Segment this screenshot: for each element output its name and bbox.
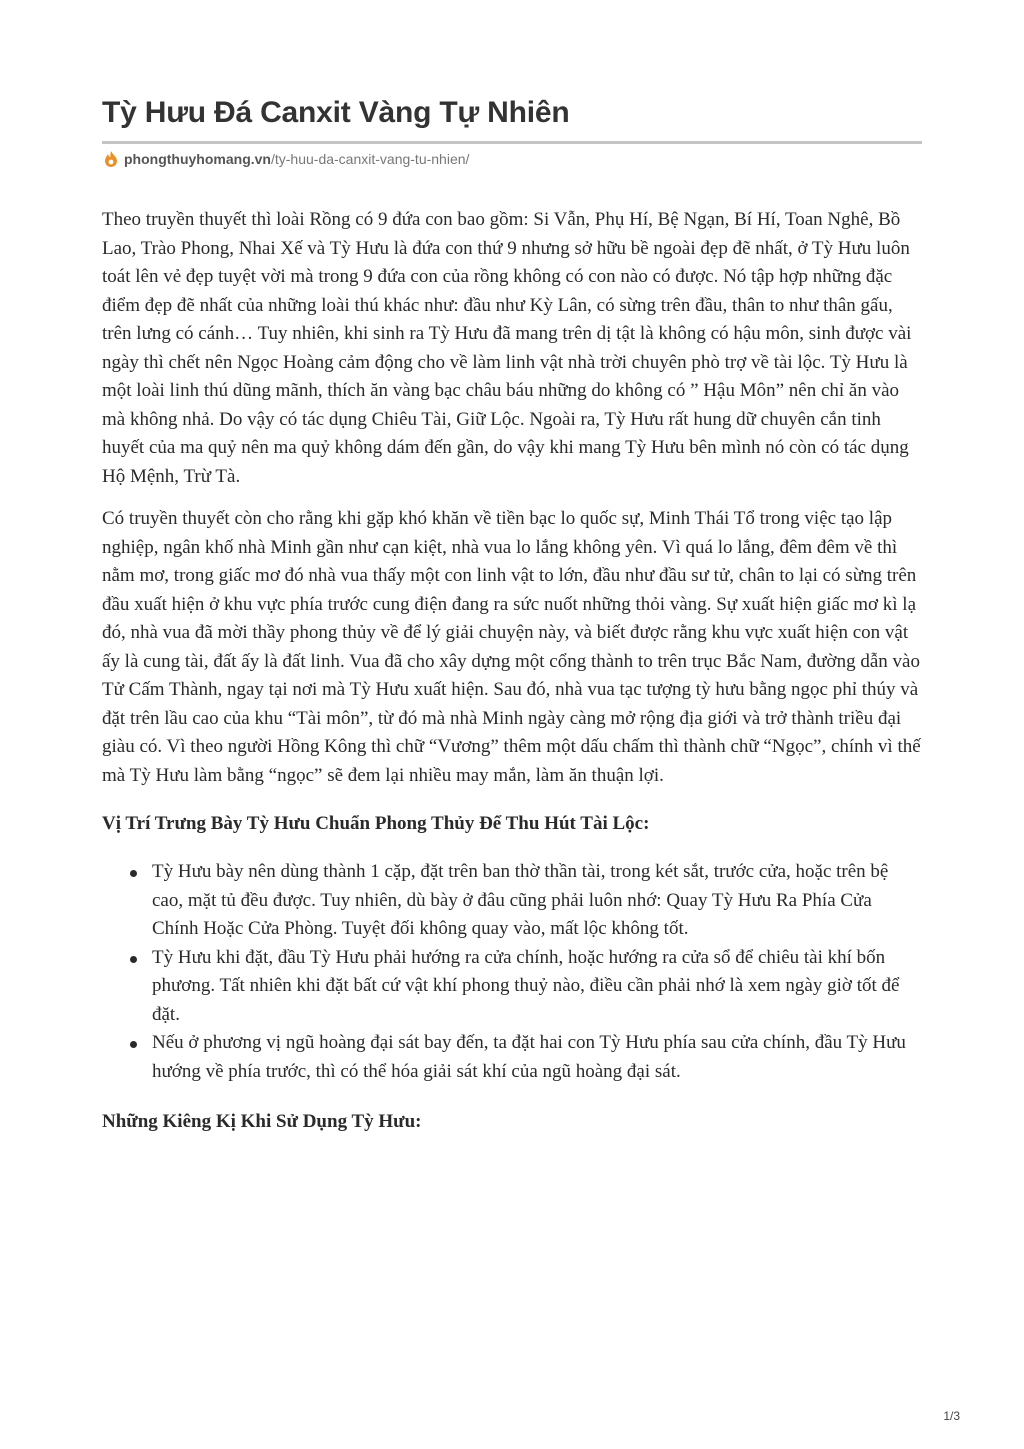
article-title: Tỳ Hưu Đá Canxit Vàng Tự Nhiên <box>102 96 570 129</box>
source-path[interactable]: /ty-huu-da-canxit-vang-tu-nhien/ <box>270 151 470 167</box>
list-item: Tỳ Hưu bày nên dùng thành 1 cặp, đặt trên ban thờ thần tài, trong két sắt, trước cửa, hoặc trên bệ cao, mặt tủ đều được. Tuy nhiên, dù bày ở đâu cũng phải luôn nhớ: Quay Tỳ Hưu Ra Phía Cửa Chính Hoặc Cửa Phòng. Tuyệt đối không quay vào, mất lộc không tốt. <box>152 858 922 944</box>
page-number: 1/3 <box>943 1409 960 1423</box>
list-item: Tỳ Hưu khi đặt, đầu Tỳ Hưu phải hướng ra cửa chính, hoặc hướng ra cửa sổ để chiêu tài khí bốn phương. Tất nhiên khi đặt bất cứ vật khí phong thuỷ nào, điều cần phải nhớ là xem ngày giờ tốt để đặt. <box>152 944 922 1030</box>
source-domain[interactable]: phongthuyhomang.vn <box>124 151 271 167</box>
source-link[interactable] <box>104 151 469 167</box>
paragraph: Theo truyền thuyết thì loài Rồng có 9 đứa con bao gồm: Si Vẫn, Phụ Hí, Bệ Ngạn, Bí Hí, Toan Nghê, Bồ Lao, Trào Phong, Nhai Xế và Tỳ Hưu là đứa con thứ 9 nhưng sở hữu bề ngoài đẹp đẽ nhất, ở Tỳ Hưu luôn toát lên vẻ đẹp tuyệt vời mà trong 9 đứa con của rồng không có con nào có được. Nó tập hợp những đặc điểm đẹp đẽ nhất của những loài thú khác như: đầu như Kỳ Lân, có sừng trên đầu, thân to như thân gấu, trên lưng có cánh… Tuy nhiên, khi sinh ra Tỳ Hưu đã mang trên dị tật là không có hậu môn, sinh được vài ngày thì chết nên Ngọc Hoàng cảm động cho về làm linh vật nhà trời chuyên phò trợ về tài lộc. Tỳ Hưu là một loài linh thú dũng mãnh, thích ăn vàng bạc châu báu những do không có ” Hậu Môn” nên chỉ ăn vào mà không nhả. Do vậy có tác dụng Chiêu Tài, Giữ Lộc. Ngoài ra, Tỳ Hưu rất hung dữ chuyên cắn tinh huyết của ma quỷ nên ma quỷ không dám đến gần, do vậy khi mang Tỳ Hưu bên mình nó còn có tác dụng Hộ Mệnh, Trừ Tà. <box>102 209 912 487</box>
flame-logo-icon <box>104 151 118 167</box>
bullet-list <box>102 858 922 1086</box>
list-item: Nếu ở phương vị ngũ hoàng đại sát bay đến, ta đặt hai con Tỳ Hưu phía sau cửa chính, đầu Tỳ Hưu hướng về phía trước, thì có thể hóa giải sát khí của ngũ hoàng đại sát. <box>152 1029 922 1086</box>
section-heading: Vị Trí Trưng Bày Tỳ Hưu Chuẩn Phong Thủy Để Thu Hút Tài Lộc: <box>102 813 650 834</box>
article-body <box>102 206 922 1156</box>
paragraph: Có truyền thuyết còn cho rằng khi gặp khó khăn về tiền bạc lo quốc sự, Minh Thái Tổ trong việc tạo lập nghiệp, ngân khố nhà Minh gần như cạn kiệt, nhà vua lo lắng không yên. Vì quá lo lắng, đêm đêm về thì nằm mơ, trong giấc mơ đó nhà vua thấy một con linh vật to lớn, đầu như đầu sư tử, chân to lại có sừng trên đầu xuất hiện ở khu vực phía trước cung điện đang ra sức nuốt những thỏi vàng. Sự xuất hiện giấc mơ kì lạ đó, nhà vua đã mời thầy phong thủy về để lý giải chuyện này, và biết được rằng khu vực xuất hiện con vật ấy là cung tài, đất ấy là đất linh. Vua đã cho xây dựng một cổng thành to trên trục Bắc Nam, đường dẫn vào Tử Cấm Thành, ngay tại nơi mà Tỳ Hưu xuất hiện. Sau đó, nhà vua tạc tượng tỳ hưu bằng ngọc phỉ thúy và đặt trên lầu cao của khu “Tài môn”, từ đó mà nhà Minh ngày càng mở rộng địa giới và trở thành triều đại giàu có. Vì theo người Hồng Kông thì chữ “Vương” thêm một dấu chấm thì thành chữ “Ngọc”, chính vì thế mà Tỳ Hưu làm bằng “ngọc” sẽ đem lại nhiều may mắn, làm ăn thuận lợi. <box>102 508 921 786</box>
title-divider <box>102 141 922 144</box>
section-heading: Những Kiêng Kị Khi Sử Dụng Tỳ Hưu: <box>102 1111 422 1132</box>
